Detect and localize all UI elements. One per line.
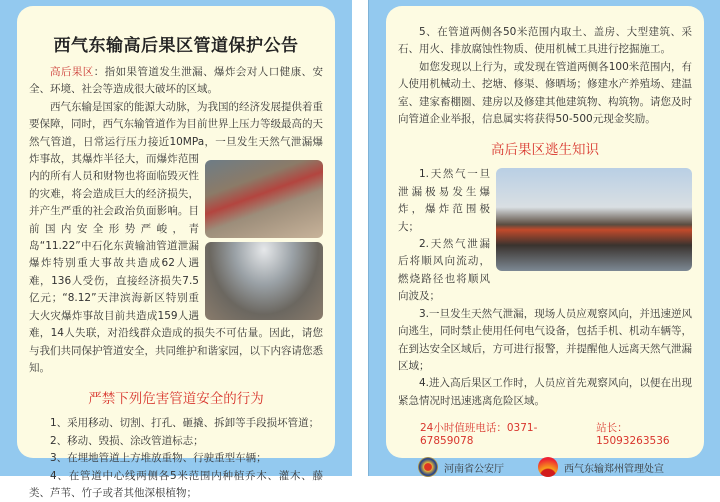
hotline: 24小时值班电话：0371-67859078 <box>420 422 538 448</box>
org-police: 河南省公安厅 <box>444 463 504 475</box>
org-pipeline: 西气东输郑州管理处宣 <box>564 463 664 475</box>
list-item: 1.天然气一旦泄漏极易发生爆炸，爆炸范围极大； <box>398 168 490 233</box>
list-item: 4.进入高后果区工作时，人员应首先观察风向，以便在出现紧急情况时迅速逃离危险区域。 <box>398 377 692 407</box>
left-page <box>0 0 352 499</box>
prohibited-list <box>29 415 323 502</box>
organizations <box>398 457 692 477</box>
excavation-photo <box>496 168 692 271</box>
left-card <box>17 6 335 499</box>
definition-term: 高后果区 <box>50 66 94 78</box>
right-card <box>386 6 704 475</box>
list-item: 5、在管道两侧各50米范围内取土、盖房、大型建筑、采石、用火、排放腐蚀性物质、使用机械工具进行挖掘施工。 <box>398 26 692 56</box>
definition-text: ：指如果管道发生泄漏、爆炸会对人口健康、安全、环境、社会等造成很大破坏的区域。 <box>29 66 323 96</box>
list-item: 1、采用移动、切割、打孔、砸撬、拆卸等手段损坏管道； <box>50 417 320 430</box>
list-item: 3.一旦发生天然气泄漏，现场人员应观察风向，并迅速逆风向逃生，同时禁止使用任何电气设备，包括手机、机动车辆等，在到达安全区域后，方可进行报警，并提醒他人远离天然气泄漏区域； <box>398 307 692 372</box>
right-page <box>368 0 720 476</box>
list-item: 4、在管道中心线两侧各5米范围内种植乔木、灌木、藤类、芦苇、竹子或者其他深根植物； <box>29 469 323 499</box>
report-paragraph: 如您发现以上行为，或发现在管道两侧各100米范围内，有人使用机械动土、挖塘、修渠、修晒场；修建水产养殖场、建温室、建家畜棚圈、建房以及修建其他建筑物、构筑物。请您及时向管道企业举报，信息属实将获得50-500元现金奖励。 <box>398 60 692 126</box>
definition <box>29 64 323 99</box>
list-item: 2.天然气泄漏后将顺风向流动，燃烧路径也将顺风向波及； <box>398 238 490 303</box>
contact-info <box>398 420 692 447</box>
explosion-aerial-photo <box>205 242 323 320</box>
page-title: 西气东输高后果区管道保护公告 <box>53 36 299 56</box>
list-item: 2、移动、毁损、涂改管道标志； <box>50 434 204 447</box>
explosion-street-photo <box>205 160 323 238</box>
list-item: 3、在埋地管道上方堆放重物、行驶重型车辆； <box>50 452 267 465</box>
petrochina-logo-icon <box>538 457 558 477</box>
escape-section-title: 高后果区逃生知识 <box>491 142 599 159</box>
prohibited-section-title: 严禁下列危害管道安全的行为 <box>88 391 264 408</box>
chief-phone: 站长：15093263536 <box>596 422 670 448</box>
police-emblem-icon <box>418 457 438 477</box>
intro-paragraph: 西气东输是国家的能源大动脉，为我国的经济发展提供着重要保障，同时，西气东输管道作为目前世界上压力等级最高的天然气管道，日常运行压力接近10MPa，一旦发生天然气泄漏爆炸事故，其爆炸半径大，而爆炸范围内的所有人员和财物也将面临毁灭性的灾难，将会造成巨大的经济损失，并产生严重的社会政治负面影响。目前国内安全形势严峻，青岛“11.22”中石化东黄输油管道泄漏爆炸特别重大事故共造成62人遇难，136人受伤，直接经济损失7.5亿元；“8.12”天津滨海新区特别重大火灾爆炸事故目前共造成159人遇难，14人失联，对沿线群众造成的损失不可估量。因此，请您与我们共同保护管道安全，共同维护和谐家园，以下内容请您悉知。 <box>29 100 323 374</box>
